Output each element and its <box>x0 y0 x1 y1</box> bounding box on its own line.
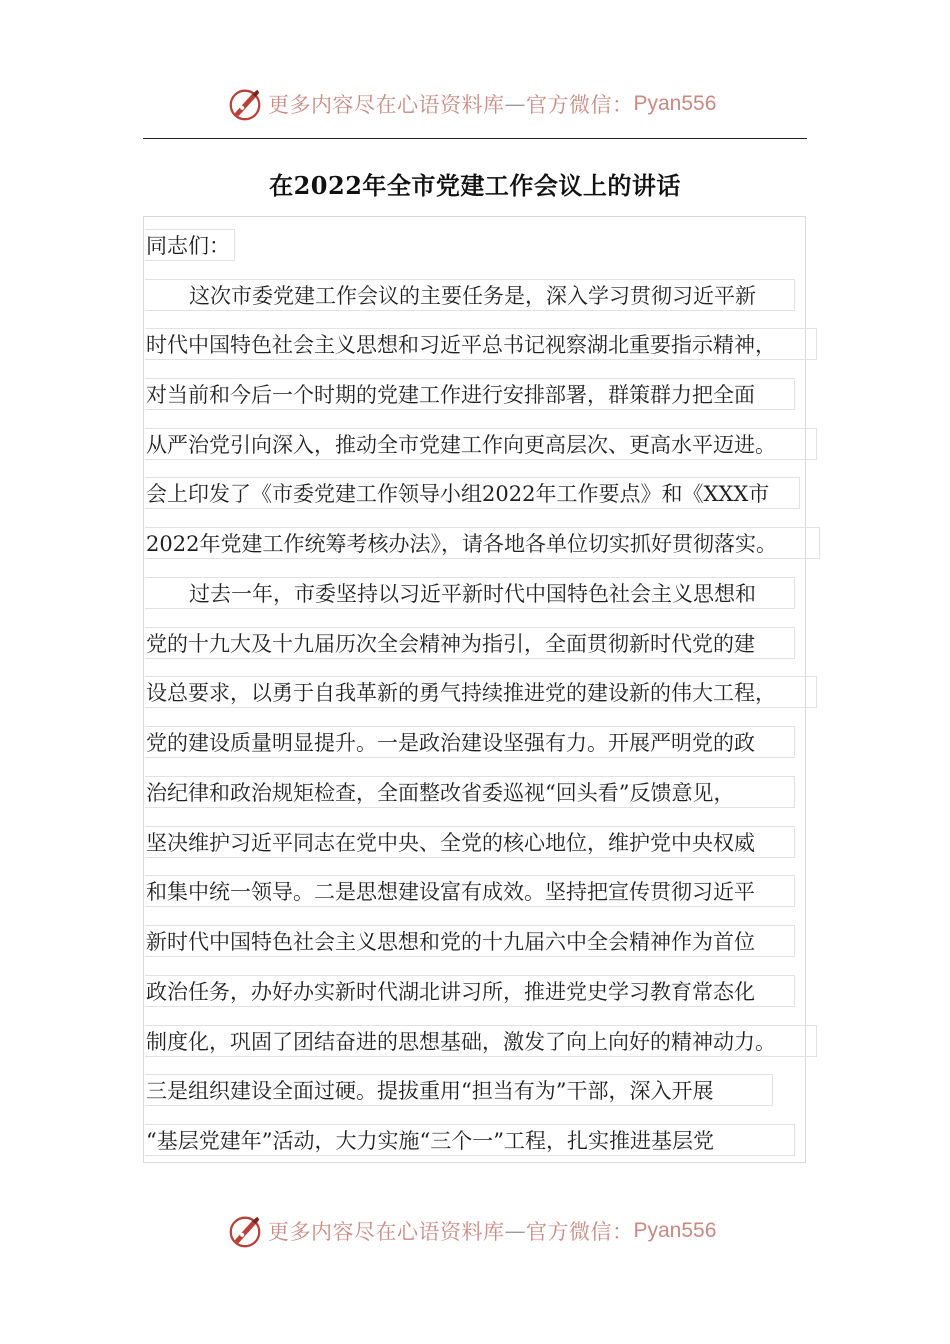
text-line: 过去一年，市委坚持以习近平新时代中国特色社会主义思想和 <box>145 577 795 609</box>
text-line: 治纪律和政治规矩检查，全面整改省委巡视“回头看”反馈意见， <box>145 776 795 808</box>
banner-wechat-id: Pyan556 <box>633 1219 717 1242</box>
banner-slogan: 更多内容尽在心语资料库 <box>268 1220 505 1244</box>
text-line: 2022年党建工作统筹考核办法》，请各地各单位切实抓好贯彻落实。 <box>145 527 820 559</box>
footer-banner-content <box>226 1211 716 1251</box>
document-title: 在2022年全市党建工作会议上的讲话 <box>269 171 681 200</box>
banner-wechat-label: 官方微信： <box>526 93 634 117</box>
banner-wechat-id: Pyan556 <box>633 92 717 115</box>
text-line: 新时代中国特色社会主义思想和党的十九届六中全会精神作为首位 <box>145 925 795 957</box>
text-line: 会上印发了《市委党建工作领导小组2022年工作要点》和《XXX市 <box>145 477 800 509</box>
text-line: 时代中国特色社会主义思想和习近平总书记视察湖北重要指示精神， <box>145 328 817 360</box>
text-line: 设总要求，以勇于自我革新的勇气持续推进党的建设新的伟大工程， <box>145 676 817 708</box>
text-line: 这次市委党建工作会议的主要任务是，深入学习贯彻习近平新 <box>145 279 795 311</box>
pen-nib-logo-icon <box>226 1212 264 1250</box>
salutation-line: 同志们： <box>145 229 235 261</box>
pen-nib-logo-icon <box>226 85 264 123</box>
header-banner-content <box>226 84 716 124</box>
text-line: 对当前和今后一个时期的党建工作进行安排部署，群策群力把全面 <box>145 378 795 410</box>
header-divider <box>143 138 807 139</box>
banner-dash: — <box>504 92 526 116</box>
text-line: 党的十九大及十九届历次全会精神为指引，全面贯彻新时代党的建 <box>145 627 795 659</box>
text-line: 制度化，巩固了团结奋进的思想基础，激发了向上向好的精神动力。 <box>145 1025 817 1057</box>
text-line: 坚决维护习近平同志在党中央、全党的核心地位，维护党中央权威 <box>145 826 795 858</box>
text-line: 政治任务，办好办实新时代湖北讲习所，推进党史学习教育常态化 <box>145 975 795 1007</box>
banner-dash: — <box>504 1219 526 1243</box>
text-line: 三是组织建设全面过硬。提拔重用“担当有为”干部，深入开展 <box>145 1074 773 1106</box>
text-line: 从严治党引向深入，推动全市党建工作向更高层次、更高水平迈进。 <box>145 428 817 460</box>
banner-wechat-label: 官方微信： <box>526 1220 634 1244</box>
text-line: 和集中统一领导。二是思想建设富有成效。坚持把宣传贯彻习近平 <box>145 875 795 907</box>
footer-banner <box>0 1211 950 1251</box>
banner-slogan: 更多内容尽在心语资料库 <box>268 93 505 117</box>
text-line: 党的建设质量明显提升。一是政治建设坚强有力。开展严明党的政 <box>145 726 795 758</box>
header-banner <box>0 84 950 124</box>
text-line: “基层党建年”活动，大力实施“三个一”工程，扎实推进基层党 <box>145 1124 795 1156</box>
